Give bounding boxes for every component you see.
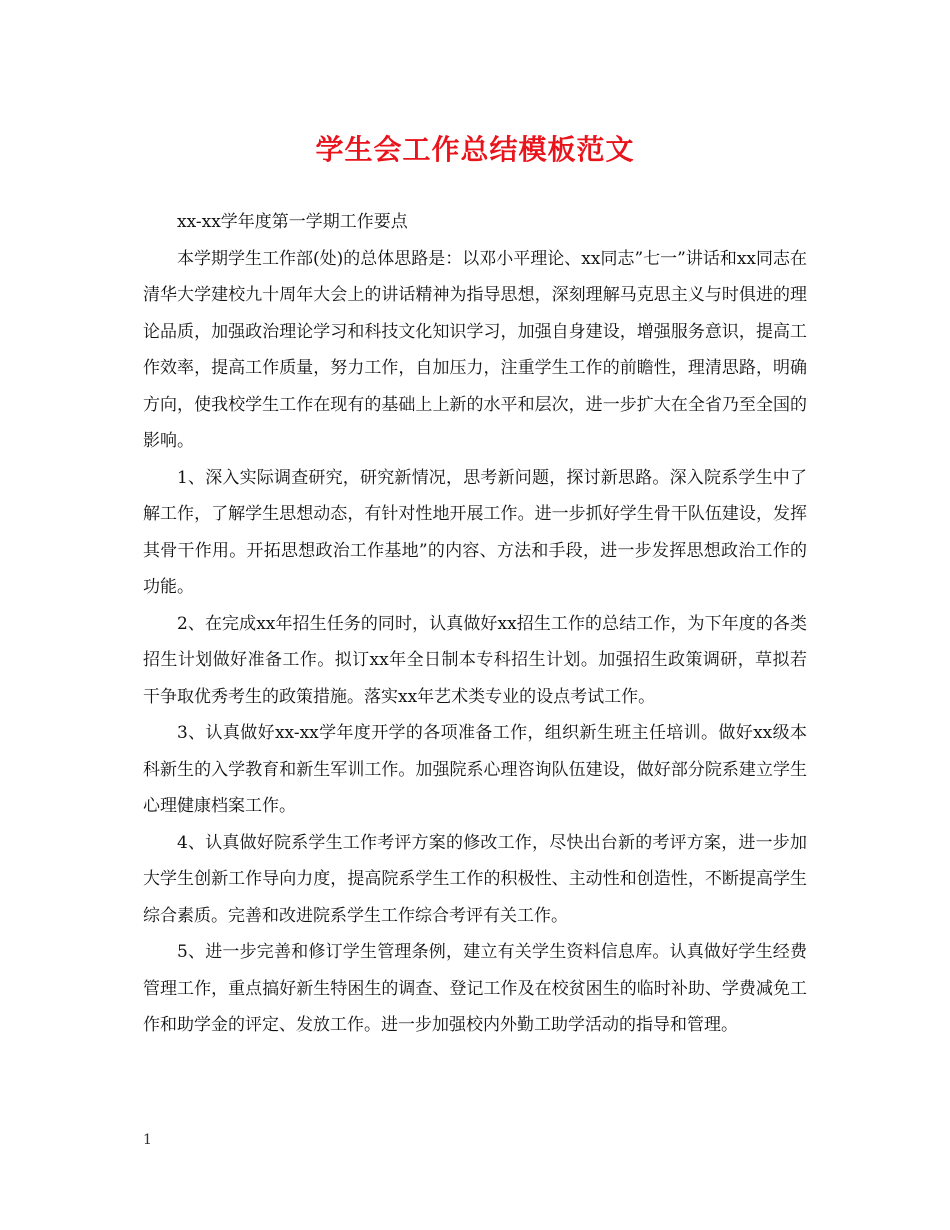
- paragraph-item-5: 5、进一步完善和修订学生管理条例，建立有关学生资料信息库。认真做好学生经费管理工作，重点搞好新生特困生的调查、登记工作及在校贫困生的临时补助、学费减免工作和助学金的评定、发放工作。进一步加强校内外勤工助学活动的指导和管理。: [143, 942, 807, 1035]
- paragraph-subtitle: xx-xx学年度第一学期工作要点: [177, 212, 408, 232]
- paragraph-intro: 本学期学生工作部(处)的总体思路是：以邓小平理论、xx同志”七一”讲话和xx同志在清华大学建校九十周年大会上的讲话精神为指导思想，深刻理解马克思主义与时俱进的理论品质，加强政治理论学习和科技文化知识学习，加强自身建设，增强服务意识，提高工作效率，提高工作质量，努力工作，自加压力，注重学生工作的前瞻性，理清思路，明确方向，使我校学生工作在现有的基础上上新的水平和层次，进一步扩大在全省乃至全国的影响。: [143, 248, 807, 451]
- paragraph-item-1: 1、深入实际调查研究，研究新情况，思考新问题，探讨新思路。深入院系学生中了解工作，了解学生思想动态，有针对性地开展工作。进一步抓好学生骨干队伍建设，发挥其骨干作用。开拓思想政治工作基地”的内容、方法和手段，进一步发挥思想政治工作的功能。: [143, 467, 807, 597]
- paragraph-item-2: 2、在完成xx年招生任务的同时，认真做好xx招生工作的总结工作，为下年度的各类招生计划做好准备工作。拟订xx年全日制本专科招生计划。加强招生政策调研，草拟若干争取优秀考生的政策措施。落实xx年艺术类专业的设点考试工作。: [143, 613, 807, 707]
- document-title: 学生会工作总结模板范文: [315, 133, 635, 166]
- paragraph-item-4: 4、认真做好院系学生工作考评方案的修改工作，尽快出台新的考评方案，进一步加大学生创新工作导向力度，提高院系学生工作的积极性、主动性和创造性，不断提高学生综合素质。完善和改进院系学生工作综合考评有关工作。: [143, 832, 807, 926]
- document-body: [143, 204, 807, 1044]
- paragraph-item-3: 3、认真做好xx-xx学年度开学的各项准备工作，组织新生班主任培训。做好xx级本科新生的入学教育和新生军训工作。加强院系心理咨询队伍建设，做好部分院系建立学生心理健康档案工作。: [143, 723, 807, 816]
- page-number: 1: [143, 1132, 152, 1148]
